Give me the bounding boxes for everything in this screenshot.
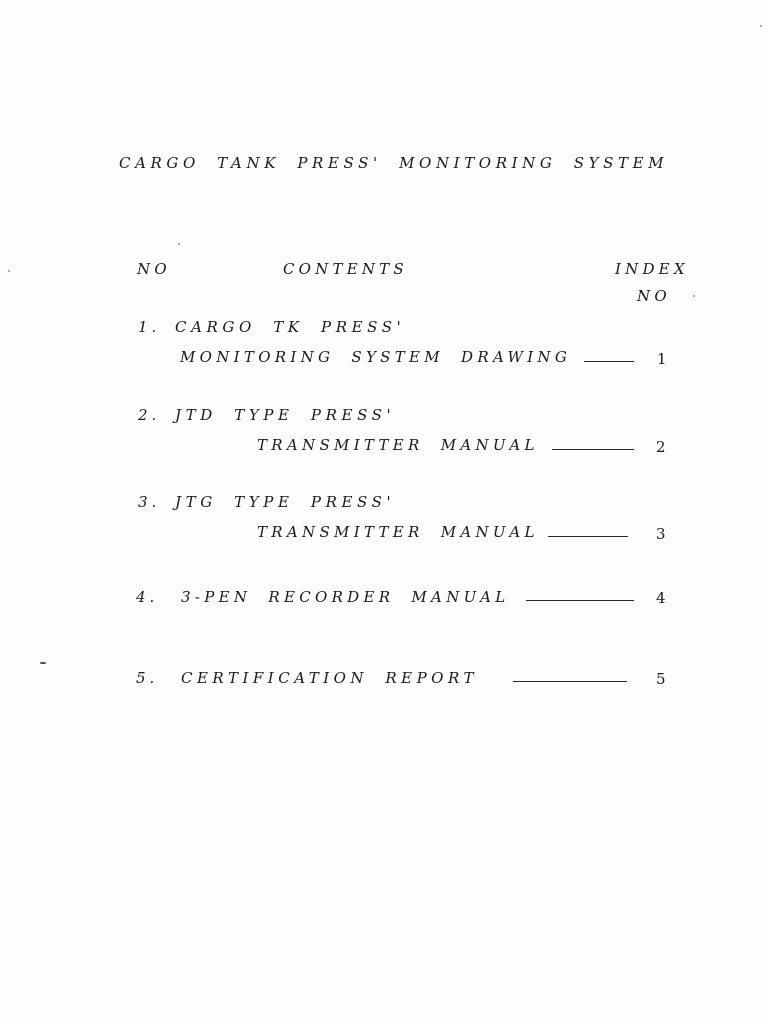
entry-title-line1: 3-PEN RECORDER MANUAL [181, 588, 510, 606]
entry-title-line1: JTD TYPE PRESS' [175, 406, 396, 424]
scan-speck [40, 662, 46, 664]
entry-number: 4. [136, 588, 159, 606]
entry-number: 1. [138, 318, 161, 336]
leader-line [584, 361, 634, 362]
entry-number: 2. [138, 406, 161, 424]
entry-index: 1 [657, 350, 667, 368]
entry-title-line1: CARGO TK PRESS' [175, 318, 406, 336]
leader-line [548, 536, 628, 537]
leader-line [513, 681, 627, 682]
column-header-index-no: NO [637, 287, 671, 305]
scan-speck [8, 270, 10, 272]
entry-index: 3 [656, 525, 666, 543]
entry-index: 5 [656, 670, 666, 688]
leader-line [552, 449, 634, 450]
entry-title-line2: MONITORING SYSTEM DRAWING [180, 348, 572, 366]
leader-line [526, 600, 634, 601]
scan-speck [760, 25, 762, 27]
entry-title-line1: CERTIFICATION REPORT [181, 669, 478, 687]
entry-number: 3. [138, 493, 161, 511]
entry-title-line2: TRANSMITTER MANUAL [257, 523, 539, 541]
document-title: CARGO TANK PRESS' MONITORING SYSTEM [119, 154, 669, 172]
entry-index: 2 [656, 438, 666, 456]
column-header-contents: CONTENTS [283, 260, 408, 278]
scan-speck [693, 295, 695, 297]
scan-speck [178, 243, 180, 245]
entry-title-line2: TRANSMITTER MANUAL [257, 436, 539, 454]
entry-index: 4 [656, 589, 666, 607]
column-header-index: INDEX [615, 260, 689, 278]
entry-number: 5. [136, 669, 159, 687]
column-header-no: NO [137, 260, 171, 278]
entry-title-line1: JTG TYPE PRESS' [175, 493, 396, 511]
